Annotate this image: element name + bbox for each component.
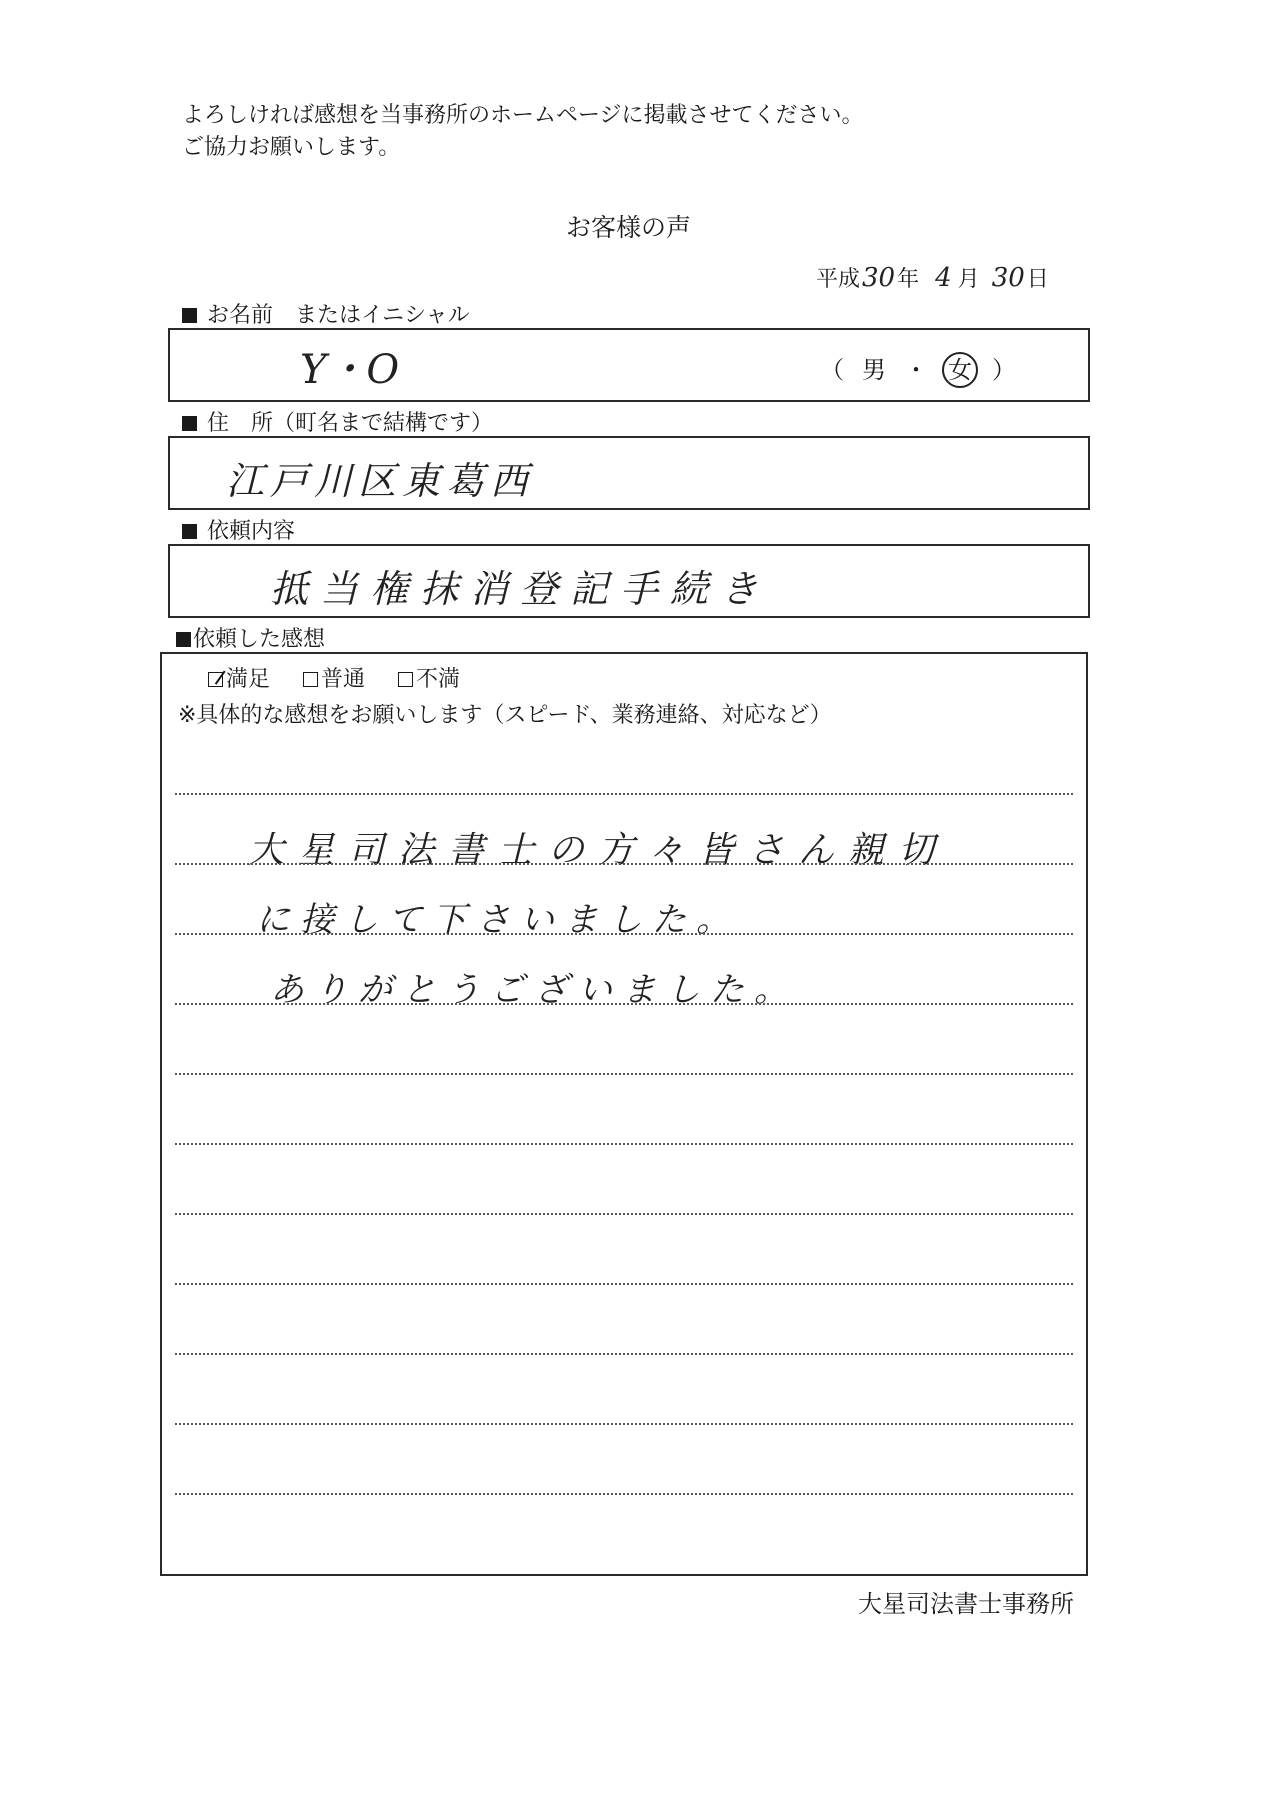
rating-option-normal xyxy=(303,667,365,692)
name-label-text: お名前 またはイニシャル xyxy=(207,303,470,328)
date-era: 平成 xyxy=(816,267,861,292)
request-field xyxy=(168,544,1090,618)
gender-open-paren: （ xyxy=(820,356,844,384)
gender-male: 男 xyxy=(862,356,886,384)
impression-label xyxy=(176,622,325,653)
rating-option-unsatisfied xyxy=(398,667,460,692)
comment-line-1: 大星司法書士の方々皆さん親切 xyxy=(248,830,949,871)
square-bullet-icon xyxy=(182,524,197,539)
square-bullet-icon xyxy=(182,416,197,431)
address-value: 江戸川区東葛西 xyxy=(226,459,535,503)
ruled-line xyxy=(175,1423,1073,1425)
impression-field xyxy=(160,652,1088,1576)
intro-line-1: よろしければ感想を当事務所のホームページに掲載させてください。 xyxy=(182,103,864,128)
rating-option-label: 不満 xyxy=(416,667,461,692)
gender-separator: ・ xyxy=(904,356,928,384)
date-month-unit: 月 xyxy=(957,267,980,292)
square-bullet-icon xyxy=(182,308,197,323)
name-label xyxy=(182,298,470,329)
name-value: Y・O xyxy=(300,347,400,393)
address-field xyxy=(168,436,1090,510)
impression-label-text: 依頼した感想 xyxy=(193,627,326,652)
rating-option-satisfied xyxy=(208,667,270,692)
square-bullet-icon xyxy=(176,632,191,647)
date-year: 30 xyxy=(862,263,896,293)
rating-option-label: 満足 xyxy=(226,667,271,692)
intro-line-2: ご協力お願いします。 xyxy=(182,135,401,160)
ruled-line xyxy=(175,1003,1073,1005)
ruled-line xyxy=(175,863,1073,865)
ruled-line xyxy=(175,933,1073,935)
checkbox-icon xyxy=(303,672,318,687)
impression-prompt: ※具体的な感想をお願いします（スピード、業務連絡、対応など） xyxy=(178,703,832,728)
office-name: 大星司法書士事務所 xyxy=(858,1590,1074,1618)
address-label-text: 住 所（町名まで結構です） xyxy=(207,411,494,436)
comment-line-3: ありがとうございました。 xyxy=(270,970,798,1010)
ruled-line xyxy=(175,1073,1073,1075)
rating-option-label: 普通 xyxy=(321,667,366,692)
comment-line-2: に接して下さいました。 xyxy=(256,900,740,940)
ruled-line xyxy=(175,1213,1073,1215)
name-field xyxy=(168,328,1090,402)
rating-options xyxy=(208,662,460,693)
ruled-line xyxy=(175,1493,1073,1495)
request-label-text: 依頼内容 xyxy=(207,519,296,544)
request-label xyxy=(182,514,295,545)
ruled-line xyxy=(175,793,1073,795)
date-month: 4 xyxy=(935,263,952,293)
date-day: 30 xyxy=(991,263,1025,293)
checkbox-checked-icon xyxy=(208,672,223,687)
date-year-unit: 年 xyxy=(897,267,920,292)
gender-female: 女 xyxy=(942,352,978,388)
ruled-line xyxy=(175,1353,1073,1355)
request-value: 抵当権抹消登記手続き xyxy=(270,567,771,611)
ruled-line xyxy=(175,1283,1073,1285)
date-day-unit: 日 xyxy=(1026,267,1049,292)
address-label xyxy=(182,406,493,437)
ruled-line xyxy=(175,1143,1073,1145)
checkbox-icon xyxy=(398,672,413,687)
date-line xyxy=(816,262,1049,293)
gender-close-paren: ） xyxy=(992,356,1016,384)
page-title: お客様の声 xyxy=(566,213,692,242)
gender-selector xyxy=(820,350,1016,388)
